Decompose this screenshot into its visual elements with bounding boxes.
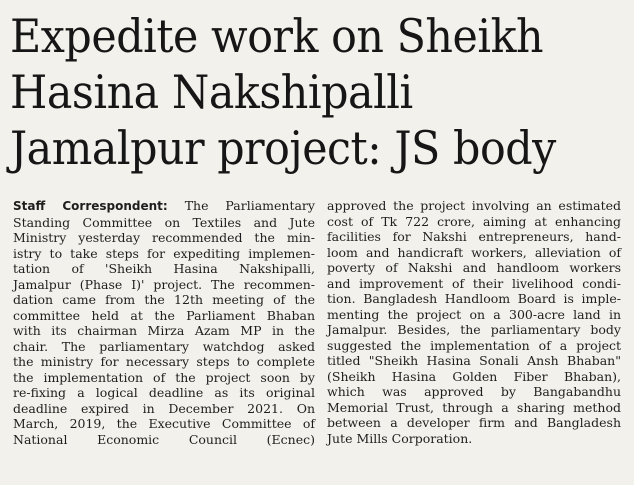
article-line: cost of Tk 722 crore, aiming at enhancing xyxy=(327,213,621,229)
article-line: (Sheikh Hasina Golden Fiber Bhaban), xyxy=(327,368,621,384)
article-line: chair. The parliamentary watchdog asked xyxy=(13,338,315,354)
article-line: the ministry for necessary steps to complete xyxy=(13,354,315,369)
article-line xyxy=(13,198,315,215)
article-column-right xyxy=(327,198,621,446)
article-line: titled "Sheikh Hasina Sonali Ansh Bhaban" xyxy=(327,353,621,368)
article-line: which was approved by Bangabandhu xyxy=(327,384,621,399)
headline xyxy=(10,8,587,176)
headline-line: Jamalpur project: JS body xyxy=(10,121,556,175)
article-line: tion. Bangladesh Handloom Board is imple- xyxy=(327,291,621,306)
article-line: deadline expired in December 2021. On xyxy=(13,400,315,416)
article-line: approved the project involving an estimated xyxy=(327,198,621,213)
article-line: Ministry yesterday recommended the min- xyxy=(13,230,315,245)
article-line: menting the project on a 300-acre land in xyxy=(327,306,621,322)
article-line: National Economic Council (Ecnec) xyxy=(13,431,315,447)
article-line: istry to take steps for expediting implemen- xyxy=(13,245,315,261)
article-line: Memorial Trust, through a sharing method xyxy=(327,399,621,415)
article-line: poverty of Nakshi and handloom workers xyxy=(327,260,621,275)
article-line: re-fixing a logical deadline as its original xyxy=(13,385,315,400)
article-line: tation of 'Sheikh Hasina Nakshipalli, xyxy=(13,261,315,276)
article-line: Jamalpur. Besides, the parliamentary body xyxy=(327,322,621,337)
article-line: dation came from the 12th meeting of the xyxy=(13,292,315,307)
article-column-left xyxy=(13,198,315,447)
article-line: the implementation of the project soon by xyxy=(13,369,315,385)
article-line: facilities for Nakshi entrepreneurs, hand- xyxy=(327,229,621,244)
article-line: Jute Mills Corporation. xyxy=(327,430,473,446)
byline: Staff Correspondent: xyxy=(13,199,168,213)
article-line: suggested the implementation of a project xyxy=(327,337,621,353)
article-line-text: The Parliamentary xyxy=(184,198,315,213)
article-line: Standing Committee on Textiles and Jute xyxy=(13,214,315,230)
article-line: March, 2019, the Executive Committee of xyxy=(13,416,315,431)
article-line: loom and handicraft workers, alleviation of xyxy=(327,244,621,260)
article-line: and improvement of their livelihood condi- xyxy=(327,275,621,291)
headline-line: Hasina Nakshipalli xyxy=(10,65,413,119)
article-line: with its chairman Mirza Azam MP in the xyxy=(13,323,315,338)
article-line: committee held at the Parliament Bhaban xyxy=(13,307,315,323)
article-line: between a developer firm and Bangladesh xyxy=(327,415,621,430)
headline-line: Expedite work on Sheikh xyxy=(10,9,544,63)
article-line: Jamalpur (Phase I)' project. The recommen- xyxy=(13,276,315,292)
